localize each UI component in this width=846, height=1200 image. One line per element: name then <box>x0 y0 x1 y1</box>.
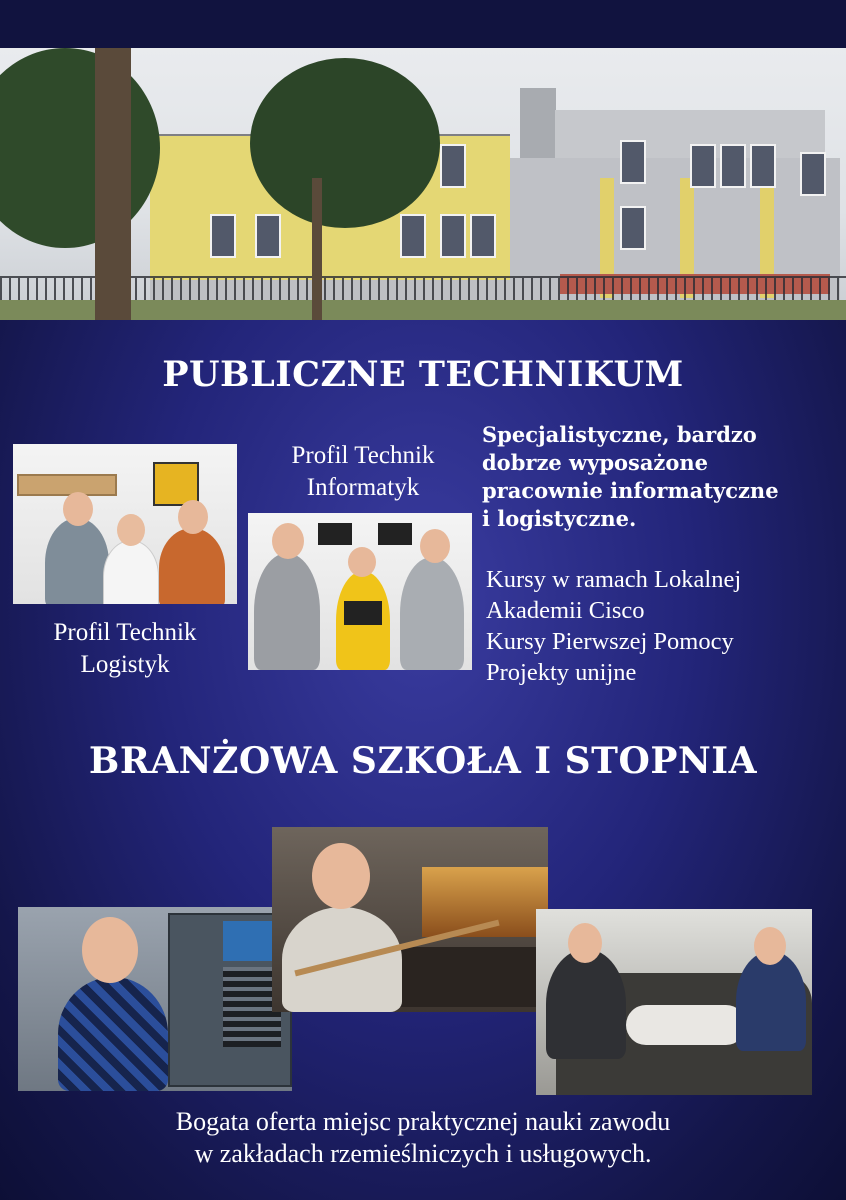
laptop <box>318 523 352 545</box>
top-band <box>0 0 846 48</box>
student-head <box>420 529 450 563</box>
pine-tree <box>250 58 440 228</box>
equipment-line: pracownie informatyczne <box>482 478 779 503</box>
student-head <box>82 917 138 983</box>
pallet <box>17 474 117 496</box>
technikum-heading: PUBLICZNE TECHNIKUM <box>162 354 684 395</box>
student-head <box>117 514 145 546</box>
building-window <box>440 144 466 188</box>
building-window <box>210 214 236 258</box>
building-window <box>720 144 746 188</box>
mechanic-head <box>754 927 786 965</box>
branzowa-heading: BRANŻOWA SZKOŁA I STOPNIA <box>88 740 758 782</box>
caption-line: Logistyk <box>80 651 170 678</box>
baker-head <box>312 843 370 909</box>
laptop <box>344 601 382 625</box>
mechanic <box>546 949 626 1059</box>
student-head <box>272 523 304 559</box>
extras-item: Kursy w ramach Lokalnej <box>486 566 742 593</box>
student <box>45 518 109 604</box>
car-workshop-photo <box>536 909 812 1095</box>
bottom-line: Bogata oferta miejsc praktycznej nauki zawodu <box>175 1107 671 1136</box>
caption-line: Profil Technik <box>53 619 197 646</box>
bottom-line: w zakładach rzemieślniczych i usługowych. <box>194 1139 652 1168</box>
tree <box>0 48 160 248</box>
laptop <box>378 523 412 545</box>
student <box>254 553 320 670</box>
bakery-oven-photo <box>272 827 548 1012</box>
equipment-description <box>482 421 832 533</box>
extras-item: Projekty unijne <box>486 659 637 686</box>
building-window <box>800 152 826 196</box>
extras-item: Kursy Pierwszej Pomocy <box>486 628 734 655</box>
student <box>103 540 159 604</box>
school-building-photo <box>0 48 846 320</box>
student-head <box>63 492 93 526</box>
cnc-machine-photo <box>18 907 292 1091</box>
extras-item: Akademii Cisco <box>486 597 645 624</box>
building-window <box>255 214 281 258</box>
tree-trunk <box>312 178 322 320</box>
extras-list <box>486 564 826 688</box>
building-window <box>400 214 426 258</box>
student <box>58 977 168 1091</box>
practical-training-text <box>0 1106 846 1170</box>
building-window <box>470 214 496 258</box>
logistics-students-photo <box>13 444 237 604</box>
building-window <box>620 206 646 250</box>
student-head <box>348 547 376 577</box>
caption-line: Informatyk <box>306 474 420 501</box>
it-students-photo <box>248 513 472 670</box>
building-window <box>440 214 466 258</box>
mechanic-head <box>568 923 602 963</box>
tree-trunk <box>95 48 131 320</box>
cloth <box>626 1005 746 1045</box>
student-head <box>178 500 208 534</box>
caption-line: Profil Technik <box>291 442 435 469</box>
building-window <box>620 140 646 184</box>
equipment-line: dobrze wyposażone <box>482 450 708 475</box>
informatyk-profile-caption <box>248 440 478 504</box>
student <box>400 557 464 670</box>
building-window <box>690 144 716 188</box>
equipment-line: Specjalistyczne, bardzo <box>482 422 757 447</box>
logistyk-profile-caption <box>14 617 236 681</box>
mechanic <box>736 951 806 1051</box>
building-window <box>750 144 776 188</box>
student <box>159 528 225 604</box>
equipment-line: i logistyczne. <box>482 506 637 531</box>
